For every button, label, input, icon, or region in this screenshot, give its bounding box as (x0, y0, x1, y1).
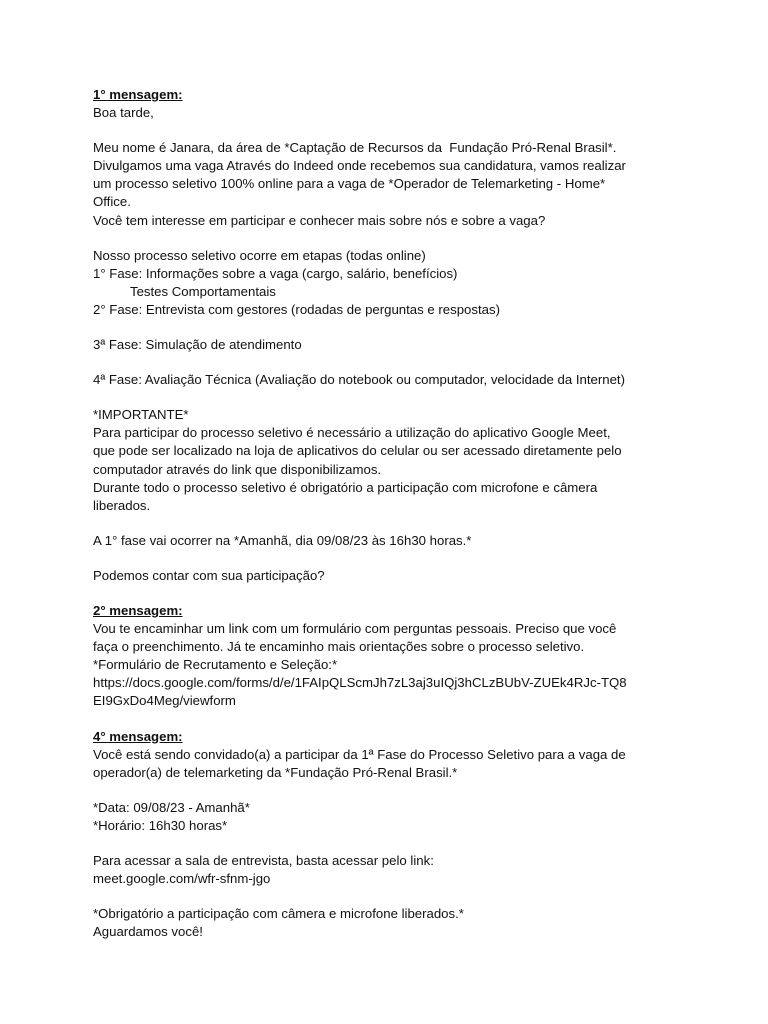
message-2-line: Vou te encaminhar um link com um formulário com perguntas pessoais. Preciso que você (93, 621, 617, 637)
message-1-heading: 1° mensagem: (93, 87, 183, 102)
intro-line: Divulgamos uma vaga Através do Indeed onde recebemos sua candidatura, vamos realizar (93, 158, 626, 174)
intro-line: Meu nome é Janara, da área de *Captação de Recursos da Fundação Pró-Renal Brasil*. (93, 140, 617, 156)
intro-line: um processo seletivo 100% online para a vaga de *Operador de Telemarketing - Home* (93, 176, 606, 192)
phase-1: 1° Fase: Informações sobre a vaga (cargo, salário, benefícios) (93, 265, 458, 281)
phase-1-sub: Testes Comportamentais (130, 283, 276, 299)
important-line: Para participar do processo seletivo é necessário a utilização do aplicativo Google Meet, (93, 425, 611, 441)
meet-link: meet.google.com/wfr-sfnm-jgo (93, 871, 271, 887)
important-title: *IMPORTANTE* (93, 407, 189, 423)
intro-line: Você tem interesse em participar e conhecer mais sobre nós e sobre a vaga? (93, 212, 546, 228)
intro-line: Office. (93, 194, 131, 210)
message-2-line: *Formulário de Recrutamento e Seleção:* (93, 657, 338, 673)
important-line: que pode ser localizado na loja de aplicativos do celular ou ser acessado diretamente pelo (93, 443, 622, 459)
form-link: EI9GxDo4Meg/viewform (93, 693, 236, 709)
participation-question: Podemos contar com sua participação? (93, 567, 325, 583)
phase-4: 4ª Fase: Avaliação Técnica (Avaliação do notebook ou computador, velocidade da Internet) (93, 372, 625, 388)
document-page (93, 86, 713, 941)
message-2-heading: 2° mensagem: (93, 602, 183, 618)
invitation-line: operador(a) de telemarketing da *Fundação Pró-Renal Brasil.* (93, 764, 458, 780)
access-line: Para acessar a sala de entrevista, basta acessar pelo link: (93, 853, 434, 868)
important-line: liberados. (93, 497, 151, 513)
date-line: *Data: 09/08/23 - Amanhã* (93, 799, 250, 815)
important-line: computador através do link que disponibilizamos. (93, 461, 382, 477)
message-4-heading: 4° mensagem: (93, 728, 183, 744)
invitation-line: Você está sendo convidado(a) a participar da 1ª Fase do Processo Seletivo para a vaga de (93, 746, 626, 762)
closing-line: Aguardamos você! (93, 924, 203, 940)
time-line: *Horário: 16h30 horas* (93, 817, 228, 833)
first-phase-date: A 1° fase vai ocorrer na *Amanhã, dia 09/08/23 às 16h30 horas.* (93, 532, 472, 548)
important-line: Durante todo o processo seletivo é obrigatório a participação com microfone e câmera (93, 479, 598, 495)
closing-line: *Obrigatório a participação com câmera e microfone liberados.* (93, 906, 464, 922)
greeting: Boa tarde, (93, 105, 154, 121)
process-intro: Nosso processo seletivo ocorre em etapas (todas online) (93, 247, 426, 263)
phase-2: 2° Fase: Entrevista com gestores (rodadas de perguntas e respostas) (93, 301, 500, 317)
phase-3: 3ª Fase: Simulação de atendimento (93, 337, 302, 353)
message-2-line: faça o preenchimento. Já te encaminho mais orientações sobre o processo seletivo. (93, 639, 585, 655)
form-link: https://docs.google.com/forms/d/e/1FAIpQLScmJh7zL3aj3uIQj3hCLzBUbV-ZUEk4RJc-TQ8 (93, 675, 627, 691)
